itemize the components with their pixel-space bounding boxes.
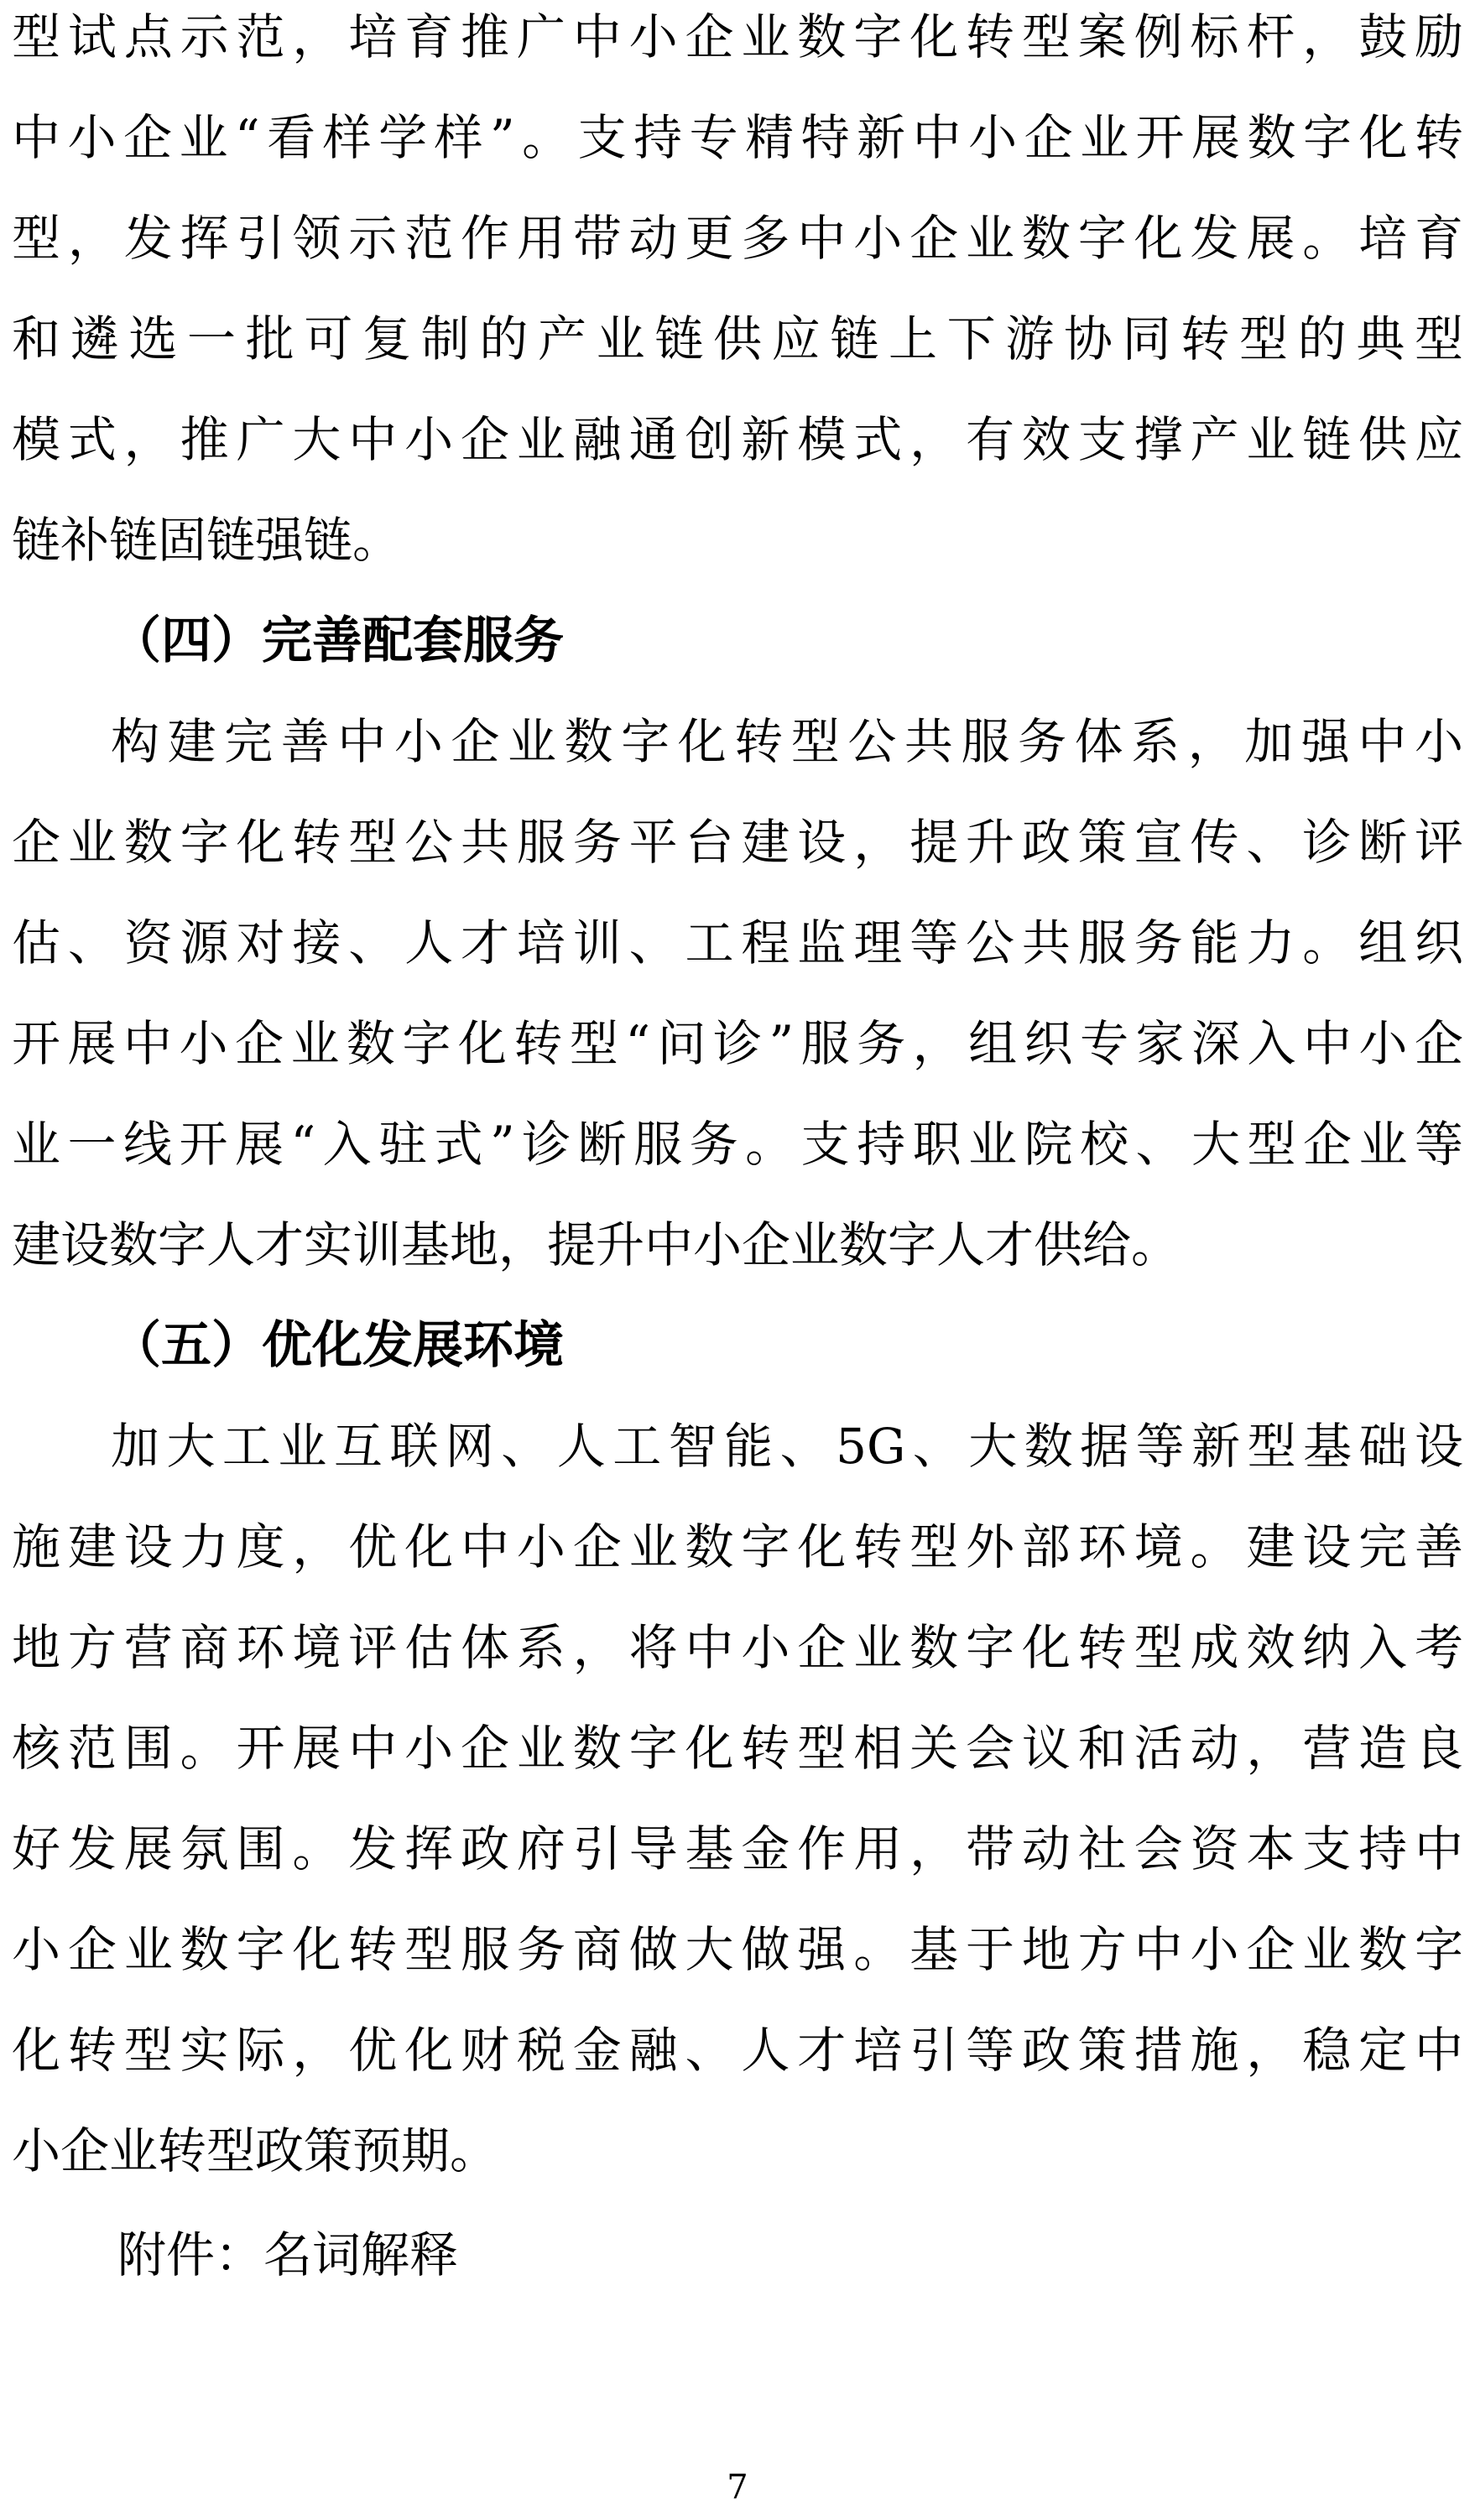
- paragraph-2-line-4: 开展中小企业数字化转型“问诊”服务，组织专家深入中小企: [12, 1015, 1463, 1072]
- paragraph-1-line-6: 链补链固链强链。: [12, 512, 402, 569]
- paragraph-3-line-2: 施建设力度，优化中小企业数字化转型外部环境。建设完善: [12, 1518, 1463, 1575]
- attachment-note: 附件：名词解释: [117, 2226, 459, 2283]
- paragraph-3-line-4: 核范围。开展中小企业数字化转型相关会议和活动，营造良: [12, 1720, 1463, 1777]
- paragraph-1-line-4: 和遴选一批可复制的产业链供应链上下游协同转型的典型: [12, 310, 1463, 367]
- paragraph-3-line-5: 好发展氛围。发挥政府引导基金作用，带动社会资本支持中: [12, 1820, 1463, 1877]
- paragraph-3-line-8: 小企业转型政策预期。: [12, 2122, 499, 2179]
- section-heading-4: （四）完善配套服务: [111, 612, 564, 670]
- paragraph-3-line-6: 小企业数字化转型服务商做大做强。基于地方中小企业数字: [12, 1921, 1463, 1978]
- paragraph-2-line-3: 估、资源对接、人才培训、工程监理等公共服务能力。组织: [12, 914, 1463, 971]
- paragraph-1-line-2: 中小企业“看样学样”。支持专精特新中小企业开展数字化转: [12, 109, 1463, 166]
- paragraph-2-line-6: 建设数字人才实训基地，提升中小企业数字人才供给。: [12, 1216, 1181, 1273]
- paragraph-3-line-7: 化转型实际，优化财税金融、人才培引等政策措施，稳定中: [12, 2022, 1463, 2079]
- page-number: 7: [727, 2468, 748, 2507]
- paragraph-2-line-1: 构建完善中小企业数字化转型公共服务体系，加强中小: [111, 713, 1463, 770]
- paragraph-1-line-3: 型，发挥引领示范作用带动更多中小企业数字化发展。培育: [12, 210, 1463, 267]
- paragraph-2-line-2: 企业数字化转型公共服务平台建设，提升政策宣传、诊断评: [12, 814, 1463, 871]
- paragraph-3-line-1: 加大工业互联网、人工智能、5G、大数据等新型基础设: [111, 1418, 1463, 1475]
- paragraph-1-line-1: 型试点示范，培育推广中小企业数字化转型案例标杆，鼓励: [12, 8, 1463, 65]
- paragraph-3-line-3: 地方营商环境评估体系，将中小企业数字化转型成效纳入考: [12, 1619, 1463, 1676]
- section-heading-5: （五）优化发展环境: [111, 1316, 564, 1375]
- paragraph-2-line-5: 业一线开展“入驻式”诊断服务。支持职业院校、大型企业等: [12, 1116, 1463, 1173]
- paragraph-1-line-5: 模式，推广大中小企业融通创新模式，有效支撑产业链供应: [12, 411, 1463, 468]
